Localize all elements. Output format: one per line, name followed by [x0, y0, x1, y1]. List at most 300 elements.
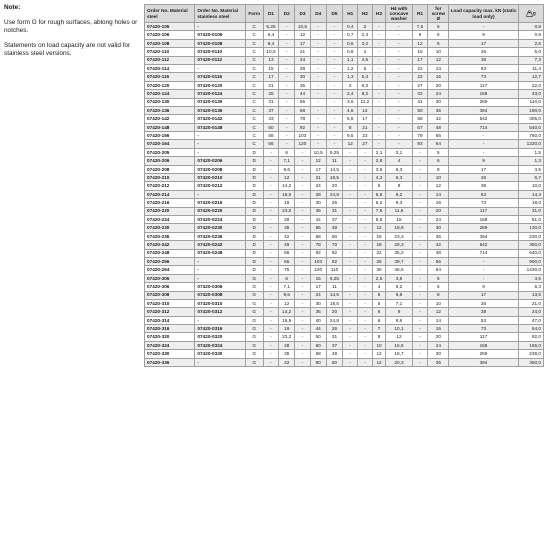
cell-load-capacity: 53: [449, 64, 518, 72]
table-row: [145, 325, 544, 333]
cell-screw-diameter: 12: [428, 56, 449, 64]
cell-weight: 3,5: [518, 274, 543, 282]
cell-r1: -: [412, 224, 428, 232]
cell-d3: 78: [295, 115, 311, 123]
cell-r1: -: [412, 266, 428, 274]
table-row: [145, 257, 544, 265]
cell-h4: 20,3: [386, 358, 412, 366]
cell-d2: 42: [279, 232, 295, 240]
cell-h1: -: [343, 266, 358, 274]
cell-d5: 26: [326, 325, 343, 333]
cell-r1: -: [412, 232, 428, 240]
col-d4: D4: [310, 5, 326, 23]
cell-h1: 8: [343, 123, 358, 131]
cell-screw-diameter: 8: [428, 291, 449, 299]
cell-d3: 30: [295, 73, 311, 81]
cell-form: D: [245, 199, 263, 207]
table-row: [145, 299, 544, 307]
cell-d2: 23,2: [279, 333, 295, 341]
cell-d1: 15: [263, 64, 279, 72]
cell-h4: 6,8: [386, 291, 412, 299]
cell-d4: -: [310, 73, 326, 81]
cell-d4: 10,5: [310, 148, 326, 156]
cell-d2: 42: [279, 358, 295, 366]
table-row: [145, 123, 544, 131]
cell-screw-diameter: 36: [428, 232, 449, 240]
cell-load-capacity: 26: [449, 174, 518, 182]
cell-d1: 6,4: [263, 31, 279, 39]
cell-r1: -: [412, 308, 428, 316]
cell-order-no-stainless: -: [195, 274, 245, 282]
cell-d5: -: [326, 23, 343, 31]
cell-h1: 0,7: [343, 31, 358, 39]
cell-d1: -: [263, 182, 279, 190]
cell-d5: -: [326, 64, 343, 72]
cell-form: D: [245, 266, 263, 274]
cell-d2: 7,1: [279, 157, 295, 165]
cell-h3: 12: [372, 350, 386, 358]
cell-h3: 22: [372, 249, 386, 257]
cell-d5: 9,25: [326, 274, 343, 282]
cell-d3: -: [295, 232, 311, 240]
cell-d4: 36: [310, 207, 326, 215]
cell-r1: -: [412, 165, 428, 173]
cell-d4: -: [310, 56, 326, 64]
cell-order-no-stainless: 07420-0120: [195, 81, 245, 89]
cell-screw-diameter: 30: [428, 350, 449, 358]
cell-d3: -: [295, 174, 311, 182]
cell-d5: 49: [326, 224, 343, 232]
cell-load-capacity: -: [449, 148, 518, 156]
cell-d3: -: [295, 350, 311, 358]
cell-order-no-stainless: -: [195, 190, 245, 198]
cell-d2: 23,2: [279, 207, 295, 215]
cell-order-no-steel: 07420-312: [145, 308, 195, 316]
cell-h1: -: [343, 333, 358, 341]
cell-d5: -: [326, 115, 343, 123]
cell-screw-diameter: 5: [428, 148, 449, 156]
cell-form: C: [245, 90, 263, 98]
cell-d1: 21: [263, 81, 279, 89]
table-row: [145, 215, 544, 223]
cell-h4: 8,2: [386, 190, 412, 198]
cell-order-no-stainless: 07420-0308: [195, 291, 245, 299]
cell-form: D: [245, 190, 263, 198]
cell-h4: 3,1: [386, 148, 412, 156]
cell-order-no-stainless: 07420-0330: [195, 350, 245, 358]
cell-load-capacity: 38: [449, 56, 518, 64]
cell-d4: -: [310, 123, 326, 131]
cell-d2: 16,5: [279, 190, 295, 198]
cell-load-capacity: 269: [449, 350, 518, 358]
cell-screw-diameter: 24: [428, 90, 449, 98]
cell-weight: 5,0: [518, 48, 543, 56]
cell-form: C: [245, 140, 263, 148]
cell-d1: -: [263, 215, 279, 223]
cell-h2: 4,6: [358, 56, 373, 64]
cell-order-no-steel: 07420-305: [145, 274, 195, 282]
cell-form: D: [245, 232, 263, 240]
cell-order-no-stainless: 07420-0112: [195, 56, 245, 64]
cell-h3: 9,5: [372, 215, 386, 223]
cell-screw-diameter: 12: [428, 308, 449, 316]
cell-d3: -: [295, 316, 311, 324]
table-row: [145, 39, 544, 47]
cell-d1: -: [263, 224, 279, 232]
cell-form: G: [245, 358, 263, 366]
cell-d4: 15: [310, 274, 326, 282]
cell-d2: 14,2: [279, 182, 295, 190]
cell-d4: -: [310, 90, 326, 98]
cell-h1: -: [343, 182, 358, 190]
cell-h2: -: [358, 190, 373, 198]
cell-load-capacity: 394: [449, 358, 518, 366]
cell-r1: -: [412, 148, 428, 156]
cell-h2: -: [358, 308, 373, 316]
cell-order-no-steel: 07420-214: [145, 190, 195, 198]
cell-d2: 6: [279, 274, 295, 282]
cell-d2: 28: [279, 341, 295, 349]
cell-screw-diameter: 20: [428, 207, 449, 215]
col-order-no-steel: Order No. Material steel: [145, 5, 195, 23]
cell-form: D: [245, 224, 263, 232]
cell-h3: -: [372, 132, 386, 140]
cell-h4: 15: [386, 215, 412, 223]
cell-weight: 760,0: [518, 132, 543, 140]
cell-order-no-steel: 07420-216: [145, 199, 195, 207]
cell-h1: 9,5: [343, 132, 358, 140]
cell-h1: 3,6: [343, 98, 358, 106]
cell-h4: -: [386, 90, 412, 98]
cell-d3: 44: [295, 90, 311, 98]
table-row: [145, 148, 544, 156]
cell-d3: 10,5: [295, 23, 311, 31]
cell-load-capacity: 269: [449, 224, 518, 232]
cell-screw-diameter: 64: [428, 140, 449, 148]
cell-screw-diameter: 10: [428, 174, 449, 182]
cell-h2: 4: [358, 48, 373, 56]
cell-h3: 3,5: [372, 165, 386, 173]
cell-r1: -: [412, 249, 428, 257]
cell-h4: -: [386, 48, 412, 56]
cell-r1: -: [412, 199, 428, 207]
cell-weight: 3,5: [518, 165, 543, 173]
cell-d4: 68: [310, 350, 326, 358]
cell-d1: 10,5: [263, 48, 279, 56]
cell-h4: 28,3: [386, 241, 412, 249]
cell-order-no-stainless: -: [195, 132, 245, 140]
cell-form: C: [245, 39, 263, 47]
cell-h2: -: [358, 224, 373, 232]
cell-d5: 37: [326, 215, 343, 223]
cell-h2: -: [358, 350, 373, 358]
cell-r1: -: [412, 341, 428, 349]
cell-d4: 78: [310, 241, 326, 249]
cell-d4: -: [310, 115, 326, 123]
cell-weight: 1,3: [518, 157, 543, 165]
cell-h2: -: [358, 215, 373, 223]
cell-load-capacity: -: [449, 140, 518, 148]
cell-d1: -: [263, 333, 279, 341]
cell-load-capacity: 714: [449, 123, 518, 131]
col-h3: H3: [372, 5, 386, 23]
cell-d1: -: [263, 199, 279, 207]
cell-d2: -: [279, 39, 295, 47]
table-row: [145, 249, 544, 257]
table-row: [145, 182, 544, 190]
cell-d5: 11: [326, 157, 343, 165]
cell-d5: 49: [326, 350, 343, 358]
cell-d2: 35: [279, 224, 295, 232]
cell-order-no-steel: 07420-110: [145, 48, 195, 56]
cell-h4: -: [386, 64, 412, 72]
cell-d4: 80: [310, 358, 326, 366]
cell-order-no-steel: 07420-112: [145, 56, 195, 64]
cell-order-no-stainless: -: [195, 23, 245, 31]
cell-d1: -: [263, 283, 279, 291]
table-row: [145, 266, 544, 274]
cell-h1: -: [343, 165, 358, 173]
cell-form: D: [245, 157, 263, 165]
cell-h4: -: [386, 132, 412, 140]
cell-screw-diameter: 36: [428, 106, 449, 114]
cell-h1: -: [343, 174, 358, 182]
cell-h1: -: [343, 341, 358, 349]
cell-d3: -: [295, 199, 311, 207]
note-load-capacity-text: Statements on load capacity are not valid for stainless steel versions.: [4, 42, 131, 57]
cell-r1: -: [412, 350, 428, 358]
table-row: [145, 157, 544, 165]
col-h2: H2: [358, 5, 373, 23]
cell-order-no-steel: 07420-210: [145, 174, 195, 182]
cell-d3: -: [295, 341, 311, 349]
cell-d4: 17: [310, 165, 326, 173]
cell-d2: 16,5: [279, 316, 295, 324]
cell-h4: 6,3: [386, 174, 412, 182]
cell-order-no-stainless: 07420-0230: [195, 224, 245, 232]
cell-h1: 1,2: [343, 64, 358, 72]
cell-order-no-stainless: 07420-0224: [195, 215, 245, 223]
cell-order-no-stainless: -: [195, 266, 245, 274]
cell-order-no-steel: 07420-336: [145, 358, 195, 366]
cell-d2: -: [279, 31, 295, 39]
cell-h4: 8: [386, 182, 412, 190]
cell-d4: 44: [310, 215, 326, 223]
cell-h4: 4: [386, 157, 412, 165]
cell-h3: 6: [372, 308, 386, 316]
cell-d2: -: [279, 48, 295, 56]
cell-h2: -: [358, 283, 373, 291]
cell-h3: -: [372, 73, 386, 81]
cell-h1: 0,4: [343, 23, 358, 31]
cell-screw-diameter: 16: [428, 325, 449, 333]
note-panel: [4, 4, 140, 65]
cell-h1: -: [343, 299, 358, 307]
cell-load-capacity: 9: [449, 283, 518, 291]
cell-h2: 27: [358, 140, 373, 148]
table-row: [145, 333, 544, 341]
cell-h4: 5,2: [386, 283, 412, 291]
cell-d1: -: [263, 257, 279, 265]
cell-d5: -: [326, 98, 343, 106]
cell-weight: 92,0: [518, 333, 543, 341]
cell-screw-diameter: 56: [428, 257, 449, 265]
cell-r1: -: [412, 358, 428, 366]
cell-order-no-steel: 07420-324: [145, 341, 195, 349]
cell-r1: 58: [412, 115, 428, 123]
cell-weight: 238,0: [518, 350, 543, 358]
cell-weight: 230,0: [518, 232, 543, 240]
cell-h3: 6,2: [372, 199, 386, 207]
cell-order-no-stainless: 07420-0220: [195, 207, 245, 215]
cell-h3: -: [372, 106, 386, 114]
cell-d5: 92: [326, 257, 343, 265]
cell-d5: 18,5: [326, 174, 343, 182]
cell-r1: -: [412, 157, 428, 165]
cell-h2: -: [358, 299, 373, 307]
cell-load-capacity: 73: [449, 325, 518, 333]
cell-order-no-stainless: 07420-0116: [195, 73, 245, 81]
cell-h1: 1,3: [343, 73, 358, 81]
cell-d2: 35: [279, 350, 295, 358]
cell-d2: -: [279, 140, 295, 148]
cell-h3: 25: [372, 257, 386, 265]
cell-d2: -: [279, 81, 295, 89]
table-row: [145, 165, 544, 173]
cell-d1: -: [263, 341, 279, 349]
cell-h4: 12: [386, 333, 412, 341]
cell-h2: 21: [358, 123, 373, 131]
cell-weight: 11,4: [518, 64, 543, 72]
cell-d3: -: [295, 207, 311, 215]
cell-d3: -: [295, 308, 311, 316]
cell-h1: -: [343, 350, 358, 358]
table-row: [145, 106, 544, 114]
cell-h2: 5,3: [358, 73, 373, 81]
cell-d2: 49: [279, 241, 295, 249]
cell-h4: 9,3: [386, 199, 412, 207]
cell-d4: 50: [310, 333, 326, 341]
cell-d1: -: [263, 325, 279, 333]
cell-screw-diameter: 42: [428, 241, 449, 249]
table-row: [145, 140, 544, 148]
cell-d1: -: [263, 165, 279, 173]
cell-order-no-stainless: 07420-0216: [195, 199, 245, 207]
cell-d5: -: [326, 39, 343, 47]
note-title: Note:: [4, 4, 21, 11]
cell-order-no-steel: 07420-124: [145, 90, 195, 98]
cell-h1: -: [343, 283, 358, 291]
cell-weight: 0,8: [518, 23, 543, 31]
cell-d5: 14,5: [326, 291, 343, 299]
cell-h4: 15,5: [386, 341, 412, 349]
cell-d5: -: [326, 81, 343, 89]
cell-d4: 17: [310, 283, 326, 291]
cell-d3: -: [295, 241, 311, 249]
cell-load-capacity: 714: [449, 249, 518, 257]
cell-d5: -: [326, 90, 343, 98]
cell-form: C: [245, 123, 263, 131]
cell-h3: 2,5: [372, 274, 386, 282]
cell-weight: 190,0: [518, 106, 543, 114]
table-row: [145, 350, 544, 358]
cell-d1: 5,25: [263, 23, 279, 31]
cell-h2: 2: [358, 23, 373, 31]
cell-d1: -: [263, 148, 279, 156]
cell-h3: 5,6: [372, 190, 386, 198]
cell-weight: 64,0: [518, 325, 543, 333]
cell-screw-diameter: 10: [428, 48, 449, 56]
cell-d3: -: [295, 358, 311, 366]
cell-h1: -: [343, 148, 358, 156]
cell-order-no-steel: 07420-142: [145, 115, 195, 123]
cell-h3: -: [372, 115, 386, 123]
cell-r1: -: [412, 182, 428, 190]
cell-weight: 360,0: [518, 241, 543, 249]
cell-screw-diameter: 5: [428, 23, 449, 31]
cell-h2: -: [358, 316, 373, 324]
cell-order-no-steel: 07420-242: [145, 241, 195, 249]
cell-d5: -: [326, 48, 343, 56]
cell-order-no-steel: 07420-108: [145, 39, 195, 47]
cell-h1: -: [343, 224, 358, 232]
cell-h1: 0,8: [343, 48, 358, 56]
cell-d3: 12: [295, 31, 311, 39]
cell-order-no-stainless: -: [195, 358, 245, 366]
cell-order-no-stainless: 07420-0142: [195, 115, 245, 123]
cell-order-no-steel: 07420-120: [145, 81, 195, 89]
cell-d5: 110: [326, 266, 343, 274]
cell-load-capacity: 117: [449, 207, 518, 215]
cell-weight: 350,0: [518, 358, 543, 366]
cell-r1: -: [412, 207, 428, 215]
cell-d3: -: [295, 283, 311, 291]
cell-h3: 5: [372, 291, 386, 299]
cell-h4: 3,5: [386, 274, 412, 282]
cell-h2: 3,2: [358, 39, 373, 47]
table-row: [145, 199, 544, 207]
cell-h4: -: [386, 140, 412, 148]
cell-d4: 68: [310, 232, 326, 240]
cell-d5: -: [326, 73, 343, 81]
cell-load-capacity: 73: [449, 199, 518, 207]
cell-order-no-steel: 07420-316: [145, 325, 195, 333]
cell-d3: -: [295, 257, 311, 265]
cell-h3: -: [372, 98, 386, 106]
cell-r1: 79: [412, 132, 428, 140]
cell-h1: 2,4: [343, 90, 358, 98]
cell-h2: -: [358, 165, 373, 173]
col-d5: D5: [326, 5, 343, 23]
cell-h3: -: [372, 90, 386, 98]
cell-order-no-stainless: 07420-0242: [195, 241, 245, 249]
cell-d3: 36: [295, 81, 311, 89]
cell-h4: -: [386, 31, 412, 39]
cell-order-no-stainless: 07420-0320: [195, 333, 245, 341]
cell-d4: 24: [310, 182, 326, 190]
table-row: [145, 190, 544, 198]
table-row: [145, 207, 544, 215]
col-h4: H4 with concave washer: [386, 5, 412, 23]
cell-r1: 22: [412, 73, 428, 81]
cell-d2: 19: [279, 199, 295, 207]
cell-h3: 12: [372, 358, 386, 366]
cell-h1: -: [343, 316, 358, 324]
cell-r1: 41: [412, 98, 428, 106]
cell-h1: -: [343, 157, 358, 165]
cell-d4: 56: [310, 224, 326, 232]
cell-weight: 165,0: [518, 341, 543, 349]
